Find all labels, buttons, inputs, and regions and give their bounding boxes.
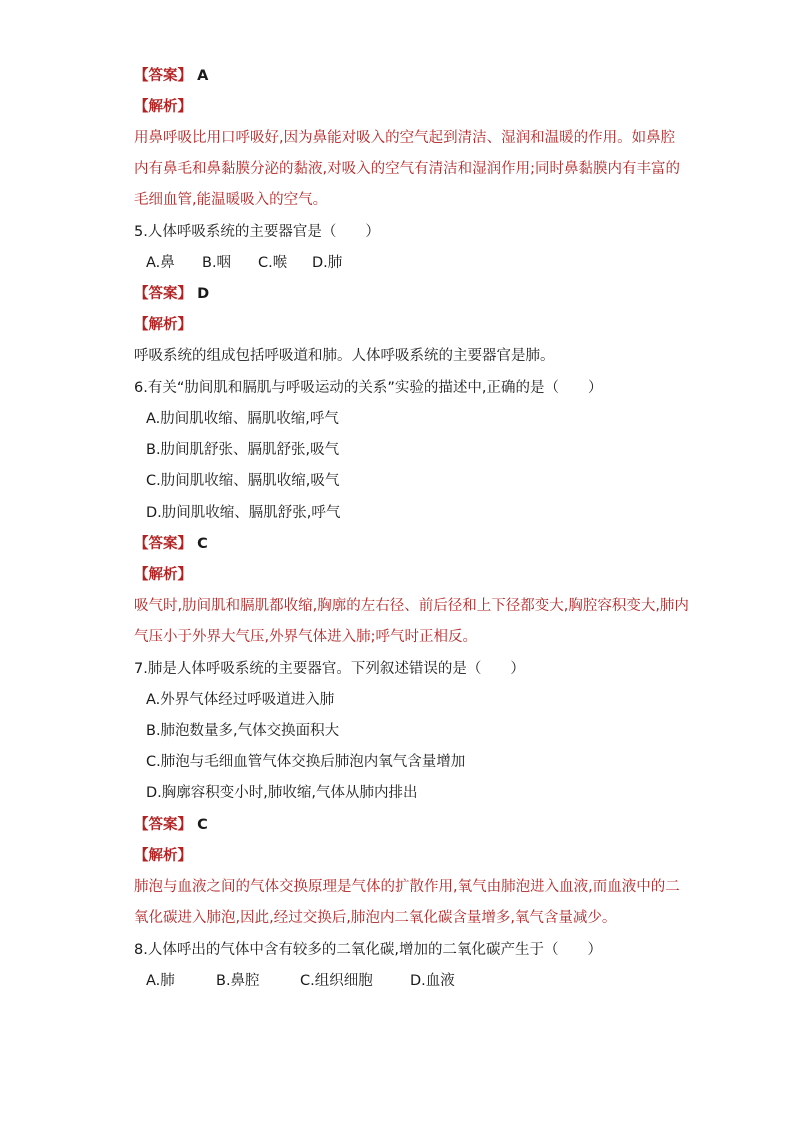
- answer-line: 【答案】 C: [134, 536, 208, 552]
- options-row-q8: [146, 971, 455, 991]
- option-d: D.肋间肌收缩、膈肌舒张,呼气: [146, 505, 341, 521]
- explanation-line: 呼吸系统的组成包括呼吸道和肺。人体呼吸系统的主要器官是肺。: [134, 348, 555, 364]
- question-5: 5.人体呼吸系统的主要器官是（ ）: [134, 224, 380, 240]
- explanation-line: 毛细血管,能温暖吸入的空气。: [134, 192, 328, 208]
- option-a: A.鼻: [146, 255, 175, 271]
- option-a: A.外界气体经过呼吸道进入肺: [146, 692, 335, 708]
- option-c: C.喉: [258, 255, 288, 271]
- option-c: C.组织细胞: [300, 973, 373, 989]
- explanation-line: 吸气时,肋间肌和膈肌都收缩,胸廓的左右径、前后径和上下径都变大,胸腔容积变大,肺内: [134, 598, 689, 614]
- question-6: 6.有关“肋间肌和膈肌与呼吸运动的关系”实验的描述中,正确的是（ ）: [134, 380, 603, 396]
- option-d: D.血液: [410, 973, 455, 989]
- answer-line: 【答案】 D: [134, 286, 210, 302]
- analysis-heading: 【解析】: [134, 317, 192, 333]
- option-d: D.肺: [312, 255, 343, 271]
- question-8: 8.人体呼出的气体中含有较多的二氧化碳,增加的二氧化碳产生于（ ）: [134, 942, 602, 958]
- explanation-line: 内有鼻毛和鼻黏膜分泌的黏液,对吸入的空气有清洁和湿润作用;同时鼻黏膜内有丰富的: [134, 161, 680, 177]
- answer-line: 【答案】 C: [134, 817, 208, 833]
- option-b: B.肋间肌舒张、膈肌舒张,吸气: [146, 442, 340, 458]
- options-row-q5: [146, 253, 342, 273]
- option-b: B.肺泡数量多,气体交换面积大: [146, 723, 340, 739]
- question-7: 7.肺是人体呼吸系统的主要器官。下列叙述错误的是（ ）: [134, 661, 525, 677]
- answer-line: 【答案】 A: [134, 68, 209, 84]
- explanation-line: 气压小于外界大气压,外界气体进入肺;呼气时正相反。: [134, 629, 477, 645]
- option-a: A.肺: [146, 973, 175, 989]
- option-d: D.胸廓容积变小时,肺收缩,气体从肺内排出: [146, 785, 418, 801]
- explanation-line: 氧化碳进入肺泡,因此,经过交换后,肺泡内二氧化碳含量增多,氧气含量减少。: [134, 910, 617, 926]
- option-c: C.肺泡与毛细血管气体交换后肺泡内氧气含量增加: [146, 754, 466, 770]
- option-c: C.肋间肌收缩、膈肌收缩,吸气: [146, 473, 340, 489]
- explanation-line: 用鼻呼吸比用口呼吸好,因为鼻能对吸入的空气起到清洁、湿润和温暖的作用。如鼻腔: [134, 130, 676, 146]
- option-b: B.鼻腔: [216, 973, 260, 989]
- option-a: A.肋间肌收缩、膈肌收缩,呼气: [146, 411, 339, 427]
- analysis-heading: 【解析】: [134, 848, 192, 864]
- analysis-heading: 【解析】: [134, 567, 192, 583]
- option-b: B.咽: [202, 255, 232, 271]
- explanation-line: 肺泡与血液之间的气体交换原理是气体的扩散作用,氧气由肺泡进入血液,而血液中的二: [134, 879, 680, 895]
- analysis-heading: 【解析】: [134, 99, 192, 115]
